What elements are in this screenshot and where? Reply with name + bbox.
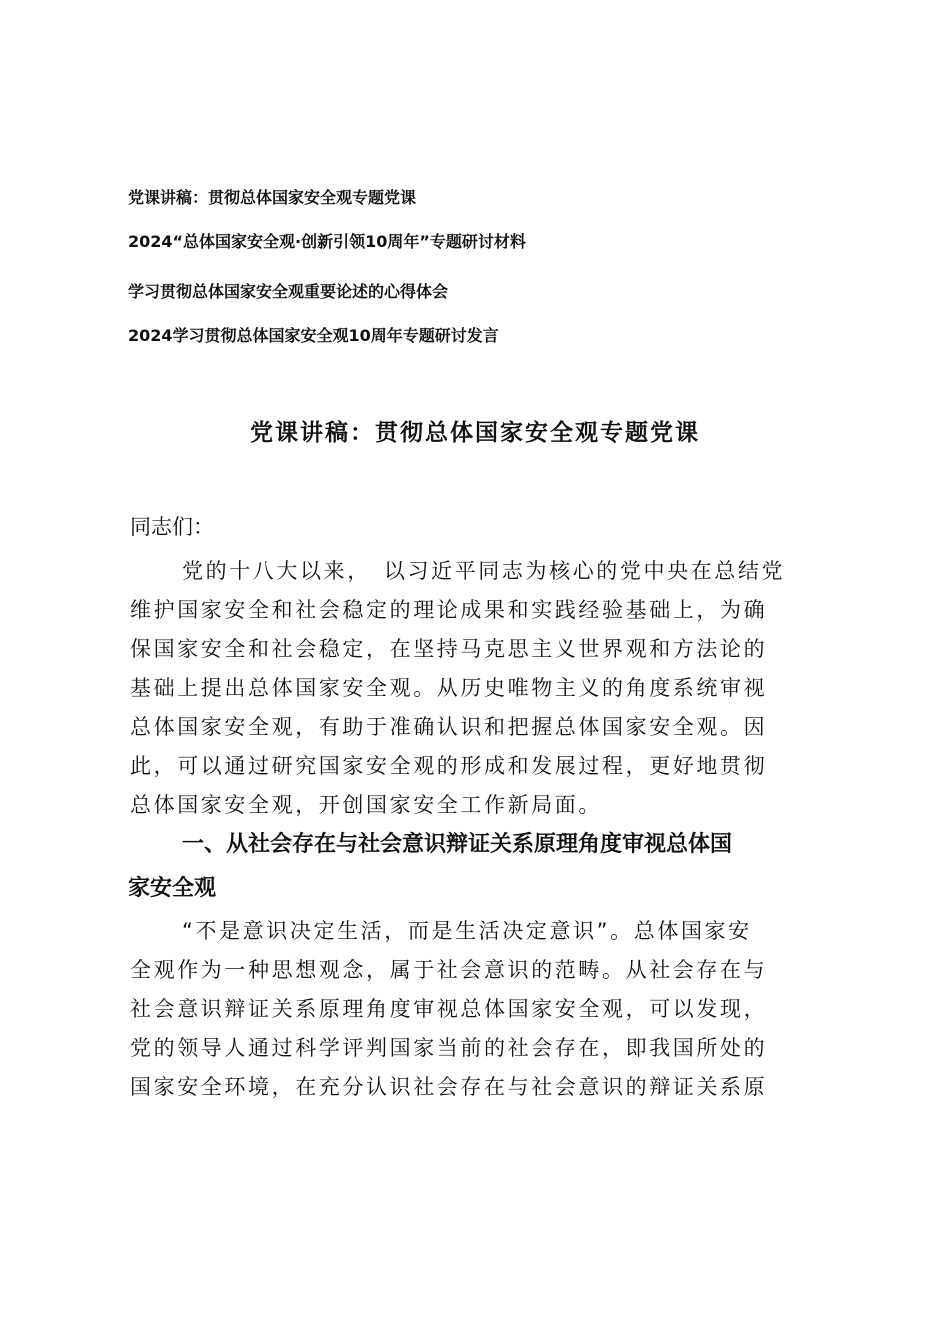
paragraph-line: 党的十八大以来， 以习近平同志为核心的党中央在总结党 xyxy=(182,559,786,583)
paragraph-line: 党的领导人通过科学评判国家当前的社会存在，即我国所处的 xyxy=(130,1036,768,1060)
paragraph-line: 总体国家安全观，开创国家安全工作新局面。 xyxy=(130,793,602,817)
related-document-item: 2024学习贯彻总体国家安全观10周年专题研讨发言 xyxy=(128,326,499,345)
paragraph-line: 基础上提出总体国家安全观。从历史唯物主义的角度系统审视 xyxy=(130,676,768,700)
paragraph-line: 此，可以通过研究国家安全观的形成和发展过程，更好地贯彻 xyxy=(130,754,768,778)
related-document-item: 学习贯彻总体国家安全观重要论述的心得体会 xyxy=(128,282,449,301)
paragraph-line: 总体国家安全观，有助于准确认识和把握总体国家安全观。因 xyxy=(130,715,768,739)
paragraph-line: 全观作为一种思想观念，属于社会意识的范畴。从社会存在与 xyxy=(130,958,768,982)
paragraph-line: 保国家安全和社会稳定，在坚持马克思主义世界观和方法论的 xyxy=(130,637,768,661)
section-heading-line: 一、从社会存在与社会意识辩证关系原理角度审视总体国 xyxy=(182,832,733,857)
document-title: 党课讲稿：贯彻总体国家安全观专题党课 xyxy=(250,420,700,446)
related-document-item: 党课讲稿：贯彻总体国家安全观专题党课 xyxy=(128,188,417,207)
paragraph-line: 社会意识辩证关系原理角度审视总体国家安全观，可以发现， xyxy=(130,997,768,1021)
paragraph-line: 国家安全环境，在充分认识社会存在与社会意识的辩证关系原 xyxy=(130,1075,768,1099)
section-heading-line: 家安全观 xyxy=(128,876,217,901)
salutation: 同志们： xyxy=(130,515,214,539)
paragraph-line: 维护国家安全和社会稳定的理论成果和实践经验基础上，为确 xyxy=(130,598,768,622)
related-document-item: 2024“总体国家安全观·创新引领10周年”专题研讨材料 xyxy=(128,232,526,251)
paragraph-line: “不是意识决定生活，而是生活决定意识”。总体国家安 xyxy=(182,919,752,943)
